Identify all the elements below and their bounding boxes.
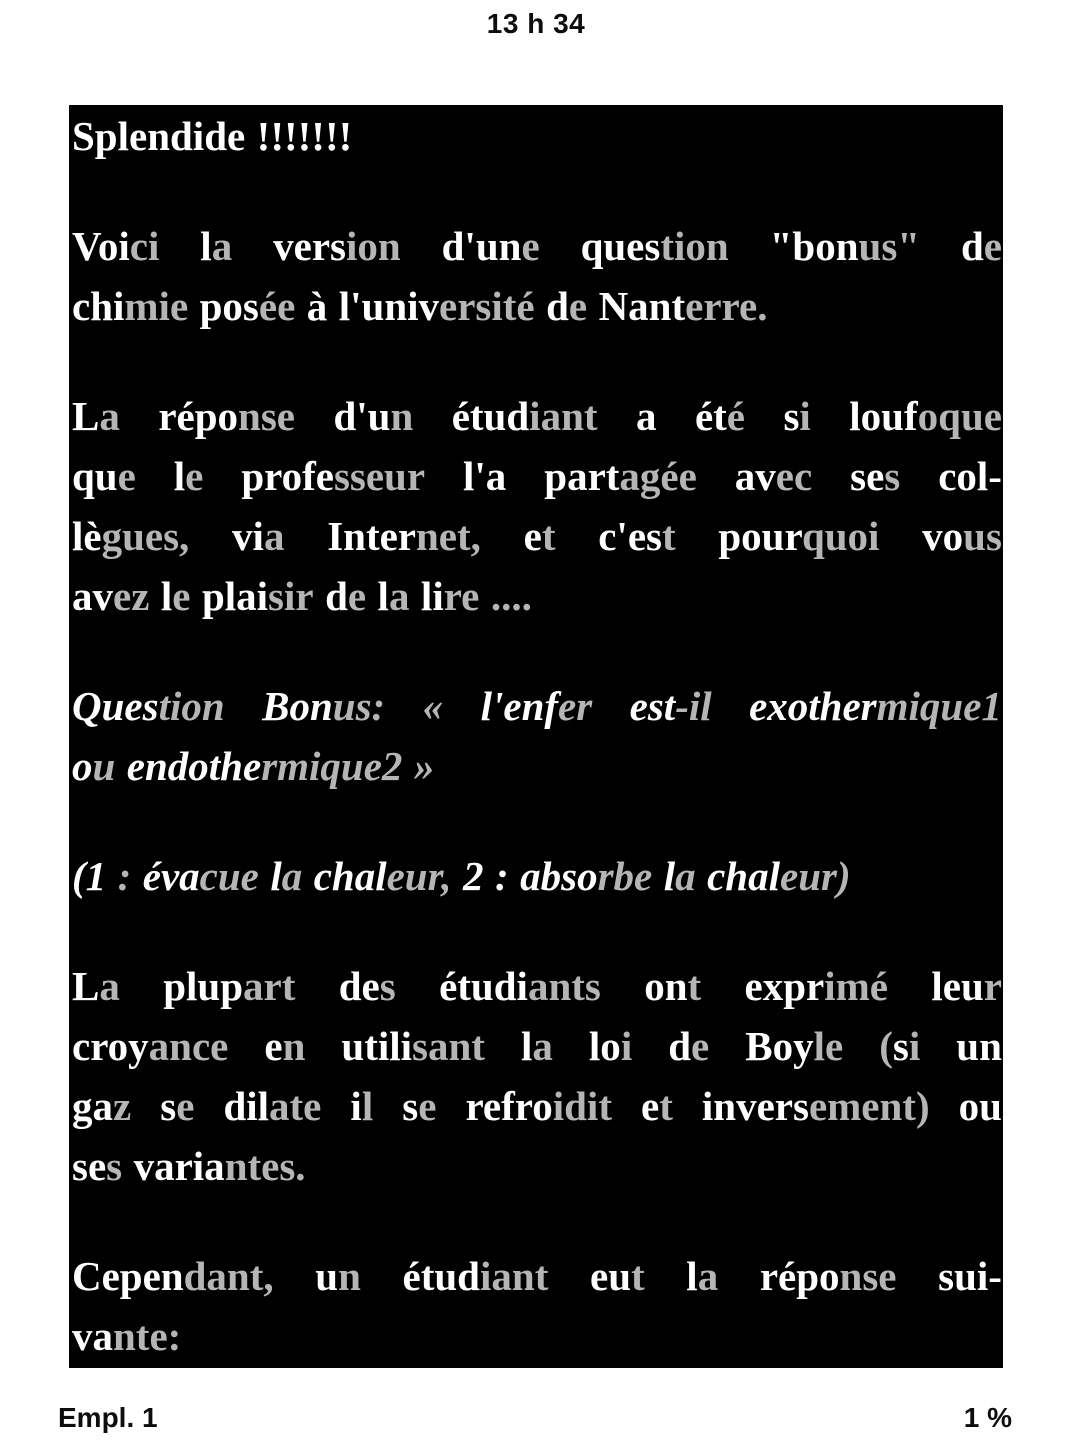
word: Bonus: xyxy=(262,683,386,729)
word: version xyxy=(273,223,401,269)
word: croyance xyxy=(72,1023,229,1069)
word: eut xyxy=(590,1253,645,1299)
paragraph xyxy=(72,1246,1002,1366)
word: ont xyxy=(644,963,702,1009)
word: que xyxy=(72,453,136,499)
word: si xyxy=(783,393,811,439)
word: leur xyxy=(931,963,1002,1009)
word: c'est xyxy=(598,513,676,559)
word: réponse xyxy=(759,1253,897,1299)
word: absorbe xyxy=(520,853,653,899)
word: des xyxy=(338,963,396,1009)
word: un xyxy=(315,1253,361,1299)
word: la xyxy=(520,1023,553,1069)
word: ses xyxy=(72,1143,123,1189)
word: de xyxy=(668,1023,710,1069)
word: la xyxy=(377,573,410,619)
word: "bonus" xyxy=(769,223,921,269)
word: un xyxy=(956,1023,1002,1069)
reading-location: Empl. 1 xyxy=(58,1402,158,1433)
word: pourquoi xyxy=(718,513,880,559)
word: a xyxy=(635,393,657,439)
word: gaz xyxy=(72,1083,132,1129)
word: lègues, xyxy=(72,513,190,559)
word: ou xyxy=(958,1083,1002,1129)
word: avec xyxy=(734,453,813,499)
word: endothermique2 xyxy=(126,743,403,789)
word: réponse xyxy=(158,393,295,439)
clock-time: 13 h 34 xyxy=(486,8,586,39)
word: posée xyxy=(199,283,296,329)
word: avez xyxy=(72,573,150,619)
status-bar xyxy=(0,8,1072,40)
word: sui- xyxy=(938,1253,1002,1299)
word: il xyxy=(350,1083,374,1129)
word: « xyxy=(422,683,444,729)
word: partagée xyxy=(544,453,697,499)
text-line xyxy=(72,736,1002,796)
word: (1 xyxy=(72,853,107,899)
text-line xyxy=(72,216,1002,276)
word: le xyxy=(160,573,191,619)
word: l'enfer xyxy=(480,683,593,729)
word: vante: xyxy=(72,1313,182,1359)
paragraph xyxy=(72,106,1002,166)
word: la xyxy=(663,853,696,899)
word: de xyxy=(960,223,1002,269)
word: chimie xyxy=(72,283,189,329)
text-line xyxy=(72,846,1002,906)
word: vous xyxy=(922,513,1002,559)
paragraph xyxy=(72,216,1002,336)
reader-content xyxy=(72,106,1002,1366)
word: Internet, xyxy=(327,513,481,559)
paragraph xyxy=(72,386,1002,626)
word: : xyxy=(495,853,509,899)
text-line xyxy=(72,386,1002,446)
word: de xyxy=(546,283,588,329)
word: étudiant xyxy=(402,1253,549,1299)
word: .... xyxy=(490,573,532,619)
word: la xyxy=(686,1253,719,1299)
word: La xyxy=(72,393,120,439)
text-line xyxy=(72,676,1002,736)
paragraph xyxy=(72,846,1002,906)
text-line xyxy=(72,1136,1002,1196)
word: col- xyxy=(938,453,1002,499)
word: loufoque xyxy=(849,393,1002,439)
reading-progress: 1 % xyxy=(963,1402,1012,1433)
word: lire xyxy=(420,573,480,619)
text-line xyxy=(72,1306,1002,1366)
word: d'un xyxy=(333,393,414,439)
word: La xyxy=(72,963,120,1009)
word: exothermique1 xyxy=(749,683,1002,729)
word: le xyxy=(173,453,204,499)
word: refroidit xyxy=(465,1083,612,1129)
paragraph xyxy=(72,956,1002,1196)
word: la xyxy=(200,223,233,269)
word: et xyxy=(523,513,556,559)
word: variantes. xyxy=(133,1143,306,1189)
word: utilisant xyxy=(341,1023,485,1069)
text-line xyxy=(72,276,1002,336)
word: l'université xyxy=(338,283,535,329)
word: été xyxy=(694,393,745,439)
word: ses xyxy=(850,453,901,499)
word: se xyxy=(402,1083,437,1129)
word: (si xyxy=(879,1023,921,1069)
word: est-il xyxy=(629,683,712,729)
word: Voici xyxy=(72,223,160,269)
paragraph xyxy=(72,676,1002,796)
word: inversement) xyxy=(701,1083,930,1129)
word: exprimé xyxy=(744,963,888,1009)
word: évacue xyxy=(142,853,259,899)
text-line xyxy=(72,566,1002,626)
word: plaisir xyxy=(201,573,314,619)
word: à xyxy=(306,283,328,329)
word: la xyxy=(270,853,303,899)
word: Splendide xyxy=(72,113,246,159)
word: » xyxy=(413,743,435,789)
word: étudiant xyxy=(451,393,598,439)
text-line xyxy=(72,106,1002,166)
text-line xyxy=(72,1016,1002,1076)
word: chaleur, xyxy=(313,853,452,899)
reader-page[interactable] xyxy=(69,105,1003,1368)
text-line xyxy=(72,1246,1002,1306)
word: dilate xyxy=(223,1083,322,1129)
word: Cependant, xyxy=(72,1253,274,1299)
word: Nanterre. xyxy=(598,283,768,329)
word: se xyxy=(160,1083,195,1129)
text-line xyxy=(72,956,1002,1016)
word: ou xyxy=(72,743,116,789)
word: : xyxy=(117,853,132,899)
word: question xyxy=(580,223,729,269)
word: l'a xyxy=(463,453,507,499)
word: étudiants xyxy=(439,963,601,1009)
word: Boyle xyxy=(745,1023,844,1069)
word: 2 xyxy=(463,853,484,899)
text-line xyxy=(72,1076,1002,1136)
word: plupart xyxy=(163,963,296,1009)
text-line xyxy=(72,446,1002,506)
word: d'une xyxy=(441,223,540,269)
word: de xyxy=(325,573,367,619)
word: professeur xyxy=(241,453,426,499)
footer-bar xyxy=(0,1400,1072,1434)
text-line xyxy=(72,506,1002,566)
word: Question xyxy=(72,683,225,729)
word: et xyxy=(641,1083,673,1129)
word: chaleur) xyxy=(707,853,851,899)
word: !!!!!!! xyxy=(256,113,353,159)
word: en xyxy=(264,1023,306,1069)
word: via xyxy=(232,513,285,559)
word: loi xyxy=(588,1023,633,1069)
